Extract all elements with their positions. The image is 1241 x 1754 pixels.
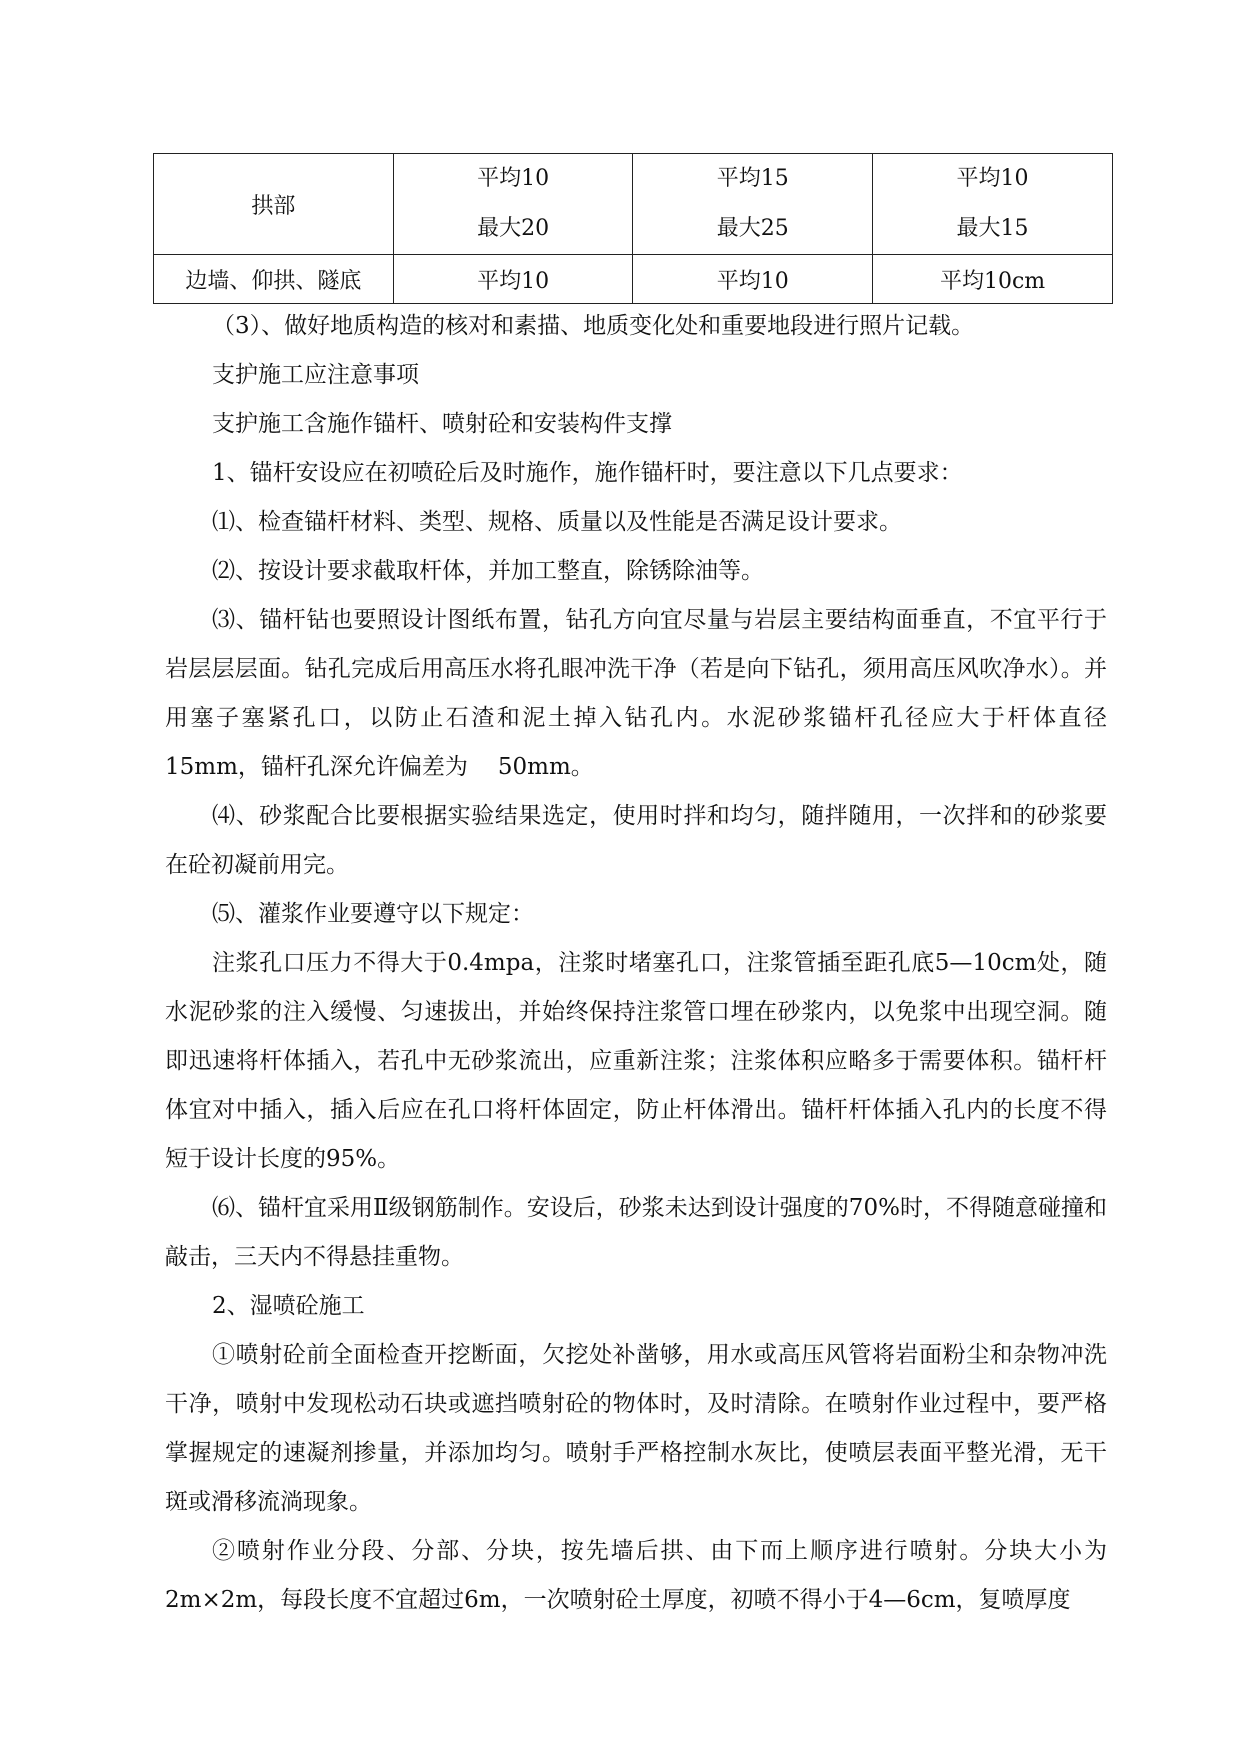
table-cell: 平均10cm xyxy=(873,255,1113,304)
table-cell: 平均10 最大15 xyxy=(873,154,1113,255)
paragraph: ⑵、按设计要求截取杆体，并加工整直，除锈除油等。 xyxy=(212,558,764,584)
paragraph: ⑷、砂浆配合比要根据实验结果选定，使用时拌和均匀，随拌随用，一次拌和的砂浆要在砼初凝前用完。 xyxy=(165,803,1107,878)
paragraph: ⑹、锚杆宜采用Ⅱ级钢筋制作。安设后，砂浆未达到设计强度的70%时，不得随意碰撞和敲击，三天内不得悬挂重物。 xyxy=(165,1195,1107,1270)
paragraph: 支护施工含施作锚杆、喷射砼和安装构件支撑 xyxy=(212,411,672,437)
deviation-table xyxy=(153,153,1113,304)
table-row xyxy=(154,255,1113,304)
table-cell: 平均10 最大20 xyxy=(393,154,633,255)
paragraph: 2、湿喷砼施工 xyxy=(212,1293,365,1319)
paragraph: 注浆孔口压力不得大于0.4mpa，注浆时堵塞孔口，注浆管插至距孔底5—10cm处，随水泥砂浆的注入缓慢、匀速拔出，并始终保持注浆管口埋在砂浆内，以免浆中出现空洞。随即迅速将杆体插入，若孔中无砂浆流出，应重新注浆；注浆体积应略多于需要体积。锚杆杆体宜对中插入，插入后应在孔口将杆体固定，防止杆体滑出。锚杆杆体插入孔内的长度不得短于设计长度的95%。 xyxy=(165,950,1107,1172)
table-cell: 平均10 xyxy=(633,255,873,304)
paragraph: ①喷射砼前全面检查开挖断面，欠挖处补凿够，用水或高压风管将岩面粉尘和杂物冲洗干净，喷射中发现松动石块或遮挡喷射砼的物体时，及时清除。在喷射作业过程中，要严格掌握规定的速凝剂掺量，并添加均匀。喷射手严格控制水灰比，使喷层表面平整光滑，无干斑或滑移流淌现象。 xyxy=(165,1342,1107,1515)
row-label: 拱部 xyxy=(154,154,394,255)
paragraph: ⑴、检查锚杆材料、类型、规格、质量以及性能是否满足设计要求。 xyxy=(212,509,902,535)
table-cell: 平均15 最大25 xyxy=(633,154,873,255)
section-heading: 支护施工应注意事项 xyxy=(212,362,419,388)
paragraph: 1、锚杆安设应在初喷砼后及时施作，施作锚杆时，要注意以下几点要求： xyxy=(212,460,963,486)
table-row xyxy=(154,154,1113,255)
paragraph: ②喷射作业分段、分部、分块，按先墙后拱、由下而上顺序进行喷射。分块大小为2m×2m，每段长度不宜超过6m，一次喷射砼土厚度，初喷不得小于4—6cm，复喷厚度 xyxy=(165,1538,1107,1613)
table-cell: 平均10 xyxy=(393,255,633,304)
paragraph: （3）、做好地质构造的核对和素描、地质变化处和重要地段进行照片记载。 xyxy=(212,313,975,339)
paragraph: ⑶、锚杆钻也要照设计图纸布置，钻孔方向宜尽量与岩层主要结构面垂直，不宜平行于岩层层层面。钻孔完成后用高压水将孔眼冲洗干净（若是向下钻孔，须用高压风吹净水）。并用塞子塞紧孔口，以防止石渣和泥土掉入钻孔内。水泥砂浆锚杆孔径应大于杆体直径15mm，锚杆孔深允许偏差为 50mm。 xyxy=(165,607,1107,780)
row-label: 边墙、仰拱、隧底 xyxy=(154,255,394,304)
paragraph: ⑸、灌浆作业要遵守以下规定： xyxy=(212,901,534,927)
body-text xyxy=(165,302,1107,1625)
